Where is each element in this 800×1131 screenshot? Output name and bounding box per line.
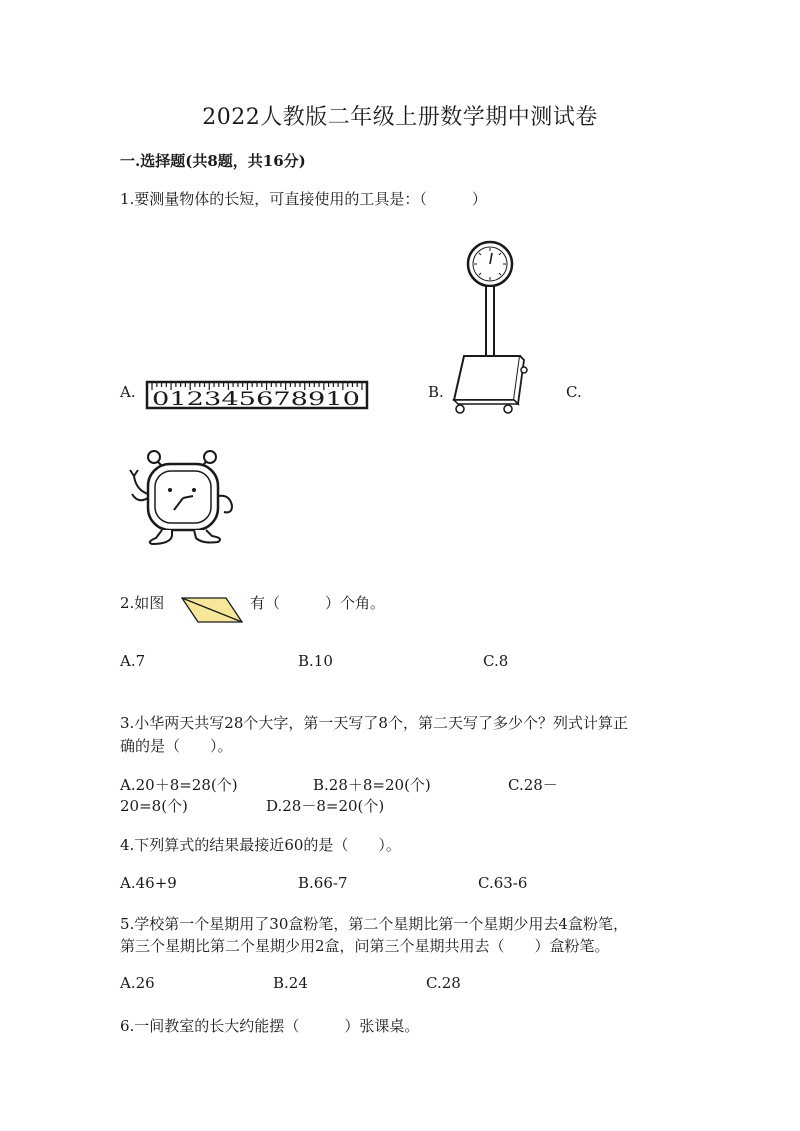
question-1-option-b: B. [428, 383, 444, 401]
question-3-stem-line-1: 3.小华两天共写28个大字，第一天写了8个，第二天写了多少个？列式计算正 [120, 714, 628, 732]
question-2-option-a: A.7 [120, 652, 146, 670]
question-5-option-c: C.28 [426, 974, 461, 992]
question-2-option-c: C.8 [483, 652, 509, 670]
question-2-stem-prefix: 2.如图 [120, 594, 165, 612]
parallelogram-image [180, 596, 244, 624]
question-3-option-c-part-2: 20=8(个) [120, 797, 188, 815]
question-4-option-b: B.66-7 [298, 874, 348, 892]
question-3-option-a: A.20＋8=28(个) [120, 776, 238, 794]
section-heading: 一.选择题(共8题，共16分) [120, 152, 306, 170]
alarm-clock-image [128, 446, 238, 546]
question-1-option-c: C. [566, 383, 582, 401]
question-4-option-a: A.46+9 [120, 874, 177, 892]
question-2-option-b: B.10 [298, 652, 333, 670]
question-5-stem-line-2: 第三个星期比第二个星期少用2盒，问第三个星期共用去（ ）盒粉笔。 [120, 937, 610, 955]
question-6-stem: 6.一间教室的长大约能摆（ ）张课桌。 [120, 1017, 420, 1035]
question-3-stem-line-2: 确的是（ ）。 [120, 737, 233, 755]
question-3-option-b: B.28＋8=20(个) [313, 776, 431, 794]
question-4-option-c: C.63-6 [478, 874, 528, 892]
question-3-option-c-part-1: C.28－ [508, 776, 558, 794]
question-4-stem: 4.下列算式的结果最接近60的是（ ）。 [120, 836, 401, 854]
ruler-image [146, 380, 368, 410]
platform-scale-image [448, 240, 534, 420]
question-1-stem: 1.要测量物体的长短，可直接使用的工具是：（ ） [120, 190, 487, 208]
question-5-option-b: B.24 [273, 974, 308, 992]
question-2-stem-suffix: 有（ ）个角。 [250, 594, 386, 612]
question-5-option-a: A.26 [120, 974, 155, 992]
question-1-option-a: A. [120, 383, 136, 401]
ruler-digits: 012345678910 [152, 388, 360, 410]
question-3-option-d: D.28－8=20(个) [266, 797, 385, 815]
question-5-stem-line-1: 5.学校第一个星期用了30盒粉笔，第二个星期比第一个星期少用去4盒粉笔， [120, 915, 628, 933]
page-title: 2022人教版二年级上册数学期中测试卷 [202, 105, 598, 130]
